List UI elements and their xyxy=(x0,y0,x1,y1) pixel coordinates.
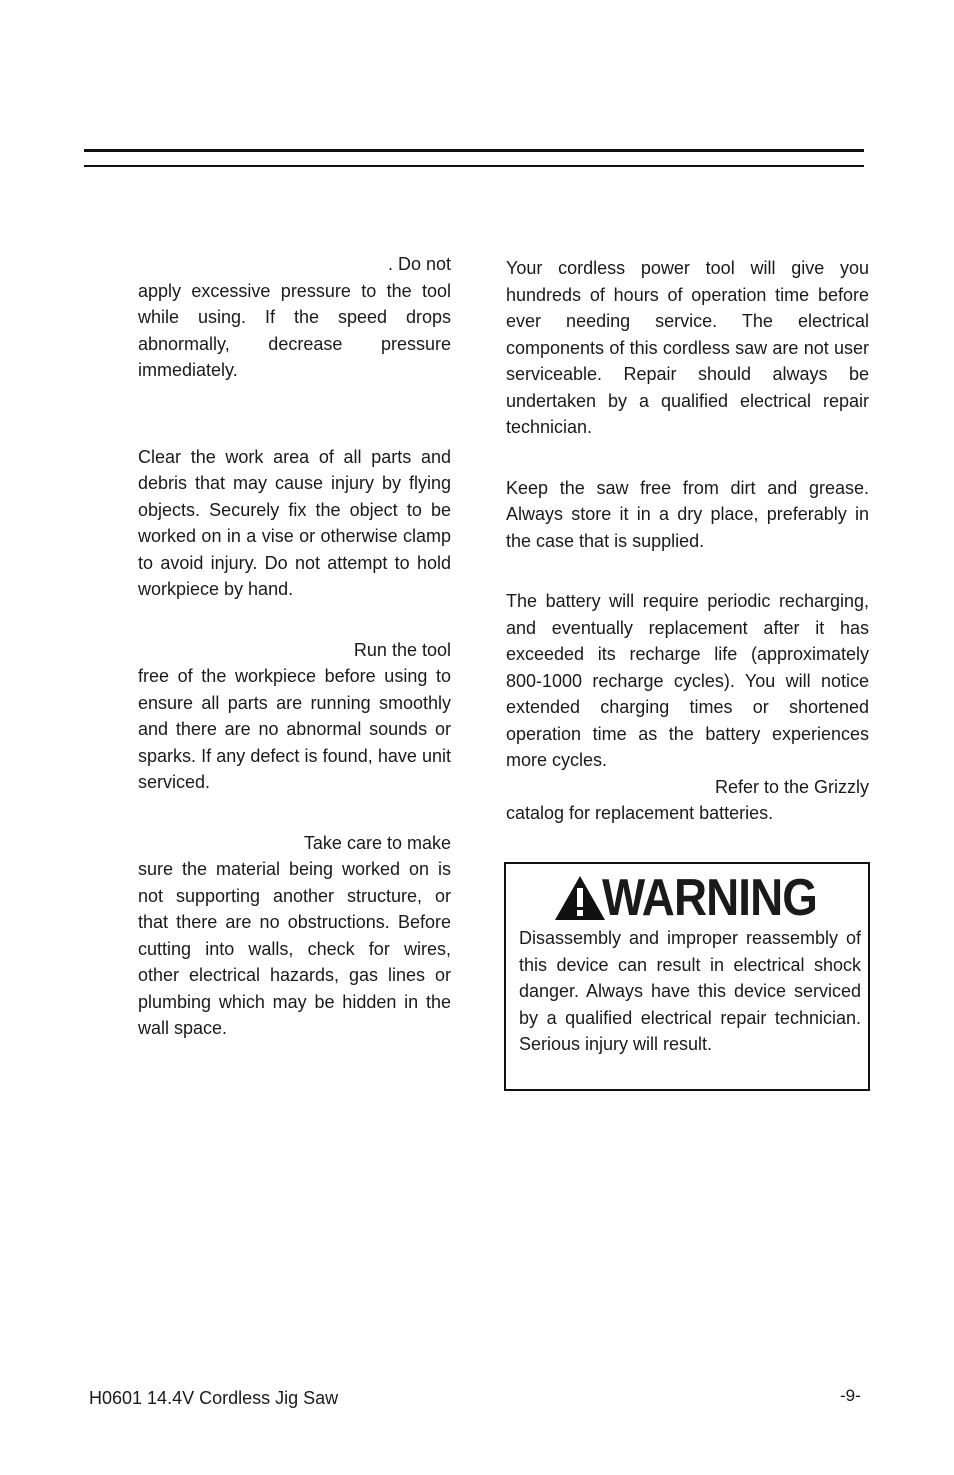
material-lead: Take care to make xyxy=(303,832,451,853)
header-rule-thick xyxy=(84,149,864,152)
right-column xyxy=(506,255,869,827)
battery-paragraph: The battery will require periodic recharging, and eventually replacement after it has exceeded its recharge life (approximately 800-1000 recharge cycles). You will notice extended charging times or shortened operation time as the battery experiences more cycles. xyxy=(506,591,869,770)
pressure-lead: . Do not xyxy=(387,254,451,274)
battery-tail-paragraph: catalog for replacement batteries. xyxy=(506,803,774,823)
warning-header xyxy=(554,870,846,926)
warning-box xyxy=(504,862,870,1091)
footer-model: H0601 14.4V Cordless Jig Saw xyxy=(89,1388,339,1408)
pressure-paragraph: apply excessive pressure to the tool while using. If the speed drops abnormally, decrease pressure immediately. xyxy=(138,280,451,380)
cleaning-paragraph: Keep the saw free from dirt and grease. Always store it in a dry place, preferably in the case that is supplied. xyxy=(506,477,869,551)
run-tool-lead: Run the tool xyxy=(353,639,451,660)
material-paragraph: sure the material being worked on is not supporting another structure, or that there are no obstructions. Before cutting into walls, check for wires, other electrical hazards, gas lines or plumbing which may be hidden in the wall space. xyxy=(138,859,451,1038)
header-rule-thin xyxy=(84,165,864,167)
run-tool-paragraph: free of the workpiece before using to ensure all parts are running smoothly and there are no abnormal sounds or sparks. If any defect is found, have unit serviced. xyxy=(138,666,451,792)
warning-triangle-icon xyxy=(554,875,606,921)
page-number: -9- xyxy=(840,1386,861,1405)
work-area-paragraph: Clear the work area of all parts and debris that may cause injury by flying objects. Securely fix the object to be worked on in a vise or otherwise clamp to avoid injury. Do not attempt to hold workpiece by hand. xyxy=(138,446,451,599)
battery-tail-lead: Refer to the Grizzly xyxy=(714,776,869,797)
warning-title: WARNING xyxy=(602,869,818,927)
left-column xyxy=(138,251,451,1042)
warning-text: Disassembly and improper reassembly of this device can result in electrical shock danger. Always have this device serviced by a qualified electrical repair technician. Serious injury will result. xyxy=(519,928,861,1054)
service-paragraph: Your cordless power tool will give you hundreds of hours of operation time before ever needing service. The electrical components of this cordless saw are not user serviceable. Repair should always be undertaken by a qualified electrical repair technician. xyxy=(506,258,869,437)
